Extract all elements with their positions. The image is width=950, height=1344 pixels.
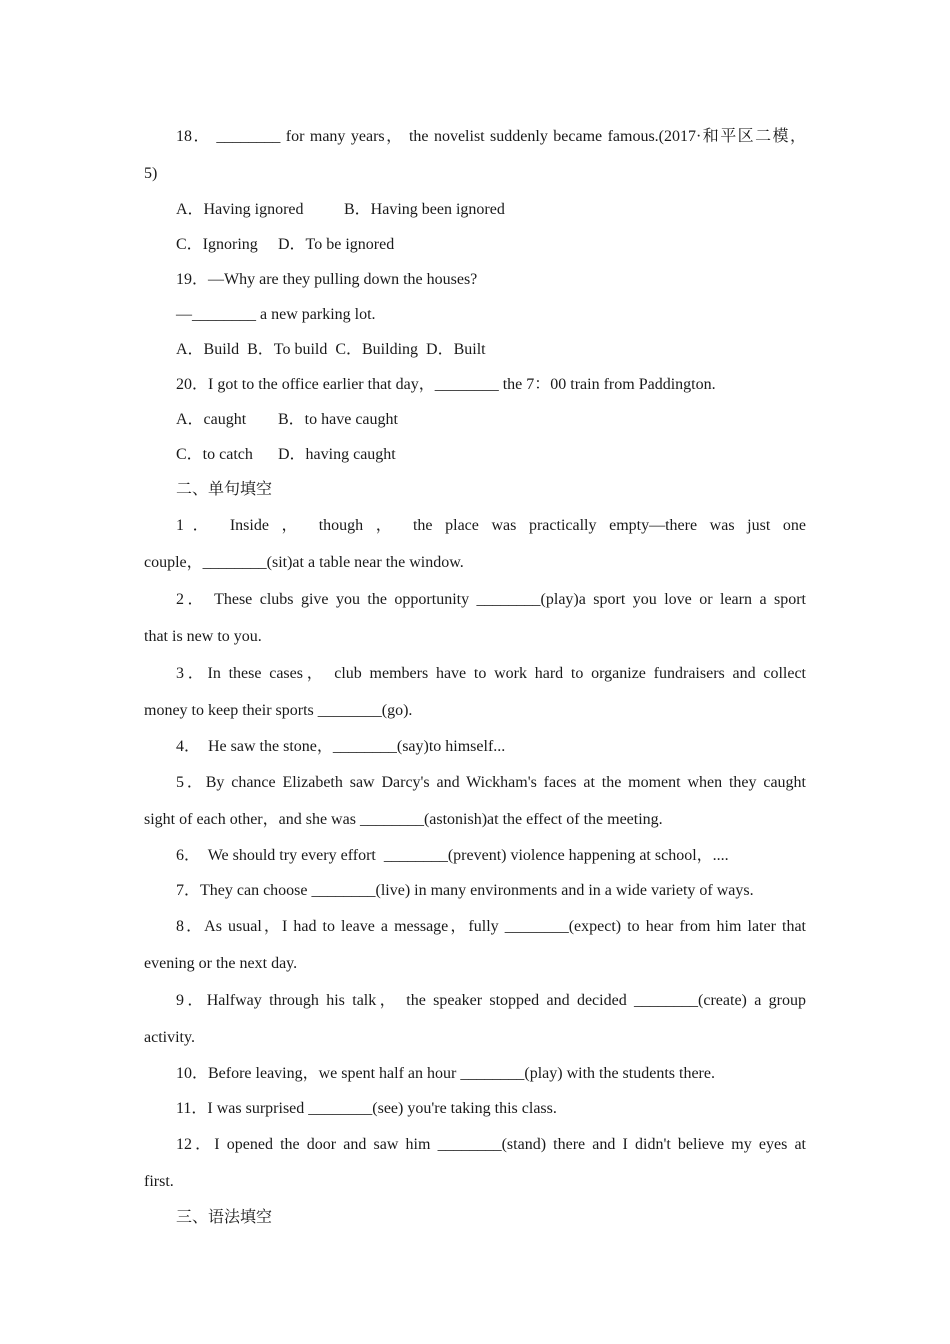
section-heading-grammar-fill: 三、语法填空	[176, 1209, 273, 1226]
q18-options-row1	[144, 192, 806, 227]
fill-item-1-line1: 1． Inside ， though ， the place was practically empty—there was just one	[176, 517, 806, 534]
fill-item-2-line2: that is new to you.	[144, 628, 262, 645]
q20-options-row2	[144, 437, 806, 472]
q20-option-c: C．to catch	[176, 446, 253, 463]
document-page	[144, 118, 806, 1235]
q18-option-b: B．Having been ignored	[344, 201, 505, 218]
q19-options: A．Build B．To build C．Building D．Built	[176, 341, 486, 358]
q20-stem: 20．I got to the office earlier that day，________ the 7：00 train from Paddington.	[176, 376, 716, 393]
fill-item-1-line2: couple，________(sit)at a table near the window.	[144, 554, 464, 571]
fill-item-2-line1: 2． These clubs give you the opportunity ________(play)a sport you love or learn a sport	[176, 591, 806, 608]
fill-item-10: 10．Before leaving，we spent half an hour ________(play) with the students there.	[176, 1065, 715, 1082]
fill-item-9-line1: 9．Halfway through his talk， the speaker stopped and decided ________(create) a group	[176, 992, 806, 1009]
q18-option-a: A．Having ignored	[176, 201, 304, 218]
fill-item-8-line1: 8．As usual，I had to leave a message，fully ________(expect) to hear from him later that	[176, 918, 806, 935]
section-heading-single-sentence-fill: 二、单句填空	[176, 481, 273, 498]
q18-option-d: D．To be ignored	[278, 236, 395, 253]
fill-item-5-line2: sight of each other，and she was ________(astonish)at the effect of the meeting.	[144, 811, 663, 828]
q18-stem-continued: 5)	[144, 165, 158, 182]
fill-item-12-line2: first.	[144, 1173, 174, 1190]
q18-stem: 18． ________ for many years， the novelist suddenly became famous.(2017·和平区二模，	[176, 128, 806, 145]
fill-item-6: 6． We should try every effort ________(prevent) violence happening at school，....	[176, 847, 729, 864]
fill-item-3-line1: 3．In these cases， club members have to work hard to organize fundraisers and collect	[176, 665, 806, 682]
q19-stem: 19．—Why are they pulling down the houses?	[176, 271, 478, 288]
q20-option-a: A．caught	[176, 411, 247, 428]
fill-item-4: 4． He saw the stone，________(say)to himself...	[176, 738, 506, 755]
fill-item-9-line2: activity.	[144, 1029, 195, 1046]
q18-options-row2	[144, 227, 806, 262]
fill-item-3-line2: money to keep their sports ________(go).	[144, 702, 413, 719]
q20-option-b: B．to have caught	[278, 411, 398, 428]
q18-option-c: C．Ignoring	[176, 236, 258, 253]
fill-item-8-line2: evening or the next day.	[144, 955, 298, 972]
fill-item-7: 7．They can choose ________(live) in many environments and in a wide variety of ways.	[176, 882, 754, 899]
fill-item-12-line1: 12．I opened the door and saw him ________(stand) there and I didn't believe my eyes at	[176, 1136, 806, 1153]
q20-option-d: D．having caught	[278, 446, 396, 463]
q20-options-row1	[144, 402, 806, 437]
q19-answer-line: —________ a new parking lot.	[176, 306, 376, 323]
fill-item-11: 11．I was surprised ________(see) you're taking this class.	[176, 1100, 557, 1117]
fill-item-5-line1: 5．By chance Elizabeth saw Darcy's and Wickham's faces at the moment when they caught	[176, 774, 806, 791]
